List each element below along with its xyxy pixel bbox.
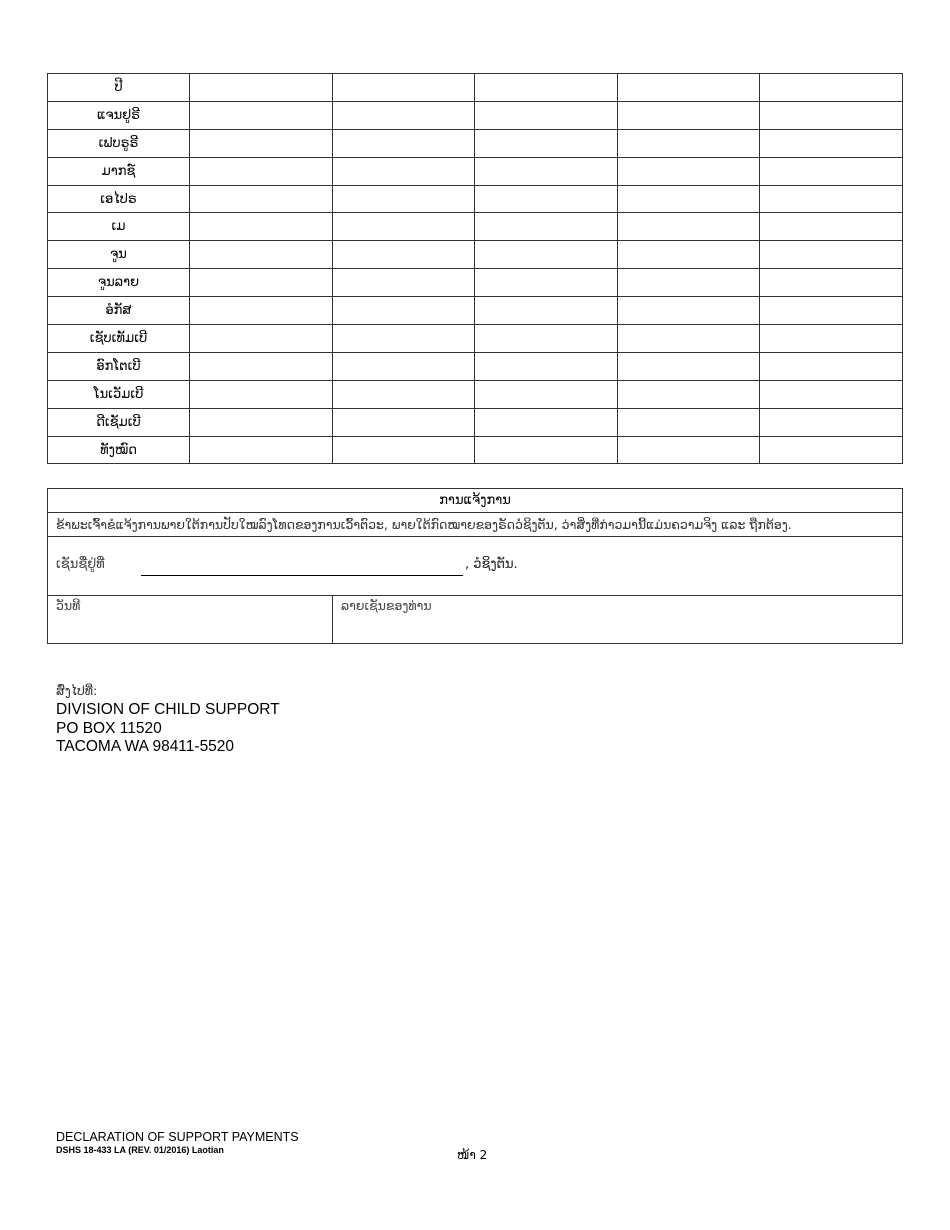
signature-field[interactable] bbox=[333, 596, 902, 643]
entry-cell[interactable] bbox=[760, 436, 903, 464]
entry-cell[interactable] bbox=[332, 297, 475, 325]
entry-cell[interactable] bbox=[190, 213, 333, 241]
row-label: ໂນເວັມເບີ bbox=[48, 380, 190, 408]
row-label: ມາກຊ໌ bbox=[48, 157, 190, 185]
entry-cell[interactable] bbox=[332, 213, 475, 241]
entry-cell[interactable] bbox=[190, 129, 333, 157]
entry-cell[interactable] bbox=[760, 185, 903, 213]
address-line-organization: DIVISION OF CHILD SUPPORT bbox=[56, 701, 280, 718]
entry-cell[interactable] bbox=[475, 297, 618, 325]
date-field[interactable] bbox=[48, 596, 333, 643]
entry-cell[interactable] bbox=[760, 74, 903, 102]
row-label: ອົກໂຕເບີ bbox=[48, 352, 190, 380]
entry-cell[interactable] bbox=[332, 129, 475, 157]
signed-at-field[interactable] bbox=[141, 575, 463, 576]
entry-cell[interactable] bbox=[475, 213, 618, 241]
entry-cell[interactable] bbox=[760, 213, 903, 241]
declaration-title: ການແຈ້ງການ bbox=[48, 489, 902, 513]
form-footer bbox=[56, 1130, 299, 1155]
declaration-box bbox=[47, 488, 903, 644]
entry-cell[interactable] bbox=[332, 241, 475, 269]
form-number: DSHS 18-433 LA (REV. 01/2016) Laotian bbox=[56, 1145, 224, 1155]
declaration-statement: ຂ້າພະເຈົ້າຂໍແຈ້ງການພາຍໃຕ້ການປັບໃໝລົງໂທດຂອງການເວົ້າຕົວະ, ພາຍໃຕ້ກົດໝາຍຂອງຣັດວໍຊິງຕັນ, ວ່າສິ່ງທີ່ກ່າວມານີ້ແມ່ນຄວາມຈິງ ແລະ ຖືກຕ້ອງ. bbox=[48, 513, 902, 537]
row-label: ດີເຊັມເບີ bbox=[48, 408, 190, 436]
entry-cell[interactable] bbox=[760, 129, 903, 157]
entry-cell[interactable] bbox=[617, 297, 760, 325]
entry-cell[interactable] bbox=[760, 241, 903, 269]
entry-cell[interactable] bbox=[190, 436, 333, 464]
payment-table bbox=[47, 73, 903, 464]
entry-cell[interactable] bbox=[475, 325, 618, 353]
row-label: ອໍກັສ bbox=[48, 297, 190, 325]
entry-cell[interactable] bbox=[617, 129, 760, 157]
entry-cell[interactable] bbox=[190, 157, 333, 185]
entry-cell[interactable] bbox=[475, 241, 618, 269]
row-label: ຈູນລາຍ bbox=[48, 269, 190, 297]
address-line-po-box: PO BOX 11520 bbox=[56, 719, 162, 737]
entry-cell[interactable] bbox=[617, 213, 760, 241]
page-number: ໜ້າ 2 bbox=[457, 1148, 488, 1162]
entry-cell[interactable] bbox=[760, 101, 903, 129]
entry-cell[interactable] bbox=[190, 380, 333, 408]
signed-at-suffix: , ວໍຊິງຕັນ. bbox=[465, 557, 518, 572]
entry-cell[interactable] bbox=[190, 185, 333, 213]
row-label: ເຟບຣູຣີ bbox=[48, 129, 190, 157]
entry-cell[interactable] bbox=[475, 408, 618, 436]
entry-cell[interactable] bbox=[475, 129, 618, 157]
row-label: ເມ bbox=[48, 213, 190, 241]
signed-at-row bbox=[48, 537, 902, 596]
entry-cell[interactable] bbox=[617, 101, 760, 129]
entry-cell[interactable] bbox=[332, 157, 475, 185]
entry-cell[interactable] bbox=[332, 408, 475, 436]
entry-cell[interactable] bbox=[617, 325, 760, 353]
table-row bbox=[48, 380, 903, 408]
entry-cell[interactable] bbox=[760, 352, 903, 380]
entry-cell[interactable] bbox=[617, 157, 760, 185]
entry-cell[interactable] bbox=[332, 269, 475, 297]
date-signature-row bbox=[48, 596, 902, 643]
signature-label: ລາຍເຊັນຂອງທ່ານ bbox=[341, 598, 432, 613]
entry-cell[interactable] bbox=[332, 380, 475, 408]
entry-cell[interactable] bbox=[332, 436, 475, 464]
entry-cell[interactable] bbox=[475, 436, 618, 464]
row-label: ເອໄປຣ bbox=[48, 185, 190, 213]
entry-cell[interactable] bbox=[332, 185, 475, 213]
form-title: DECLARATION OF SUPPORT PAYMENTS bbox=[56, 1130, 299, 1144]
entry-cell[interactable] bbox=[760, 380, 903, 408]
row-label: ທັງໝົດ bbox=[48, 436, 190, 464]
entry-cell[interactable] bbox=[190, 325, 333, 353]
row-label: ປີ bbox=[48, 74, 190, 102]
entry-cell[interactable] bbox=[617, 408, 760, 436]
entry-cell[interactable] bbox=[190, 269, 333, 297]
entry-cell[interactable] bbox=[617, 241, 760, 269]
table-row bbox=[48, 129, 903, 157]
entry-cell[interactable] bbox=[475, 74, 618, 102]
entry-cell[interactable] bbox=[190, 297, 333, 325]
table-row bbox=[48, 241, 903, 269]
entry-cell[interactable] bbox=[190, 241, 333, 269]
entry-cell[interactable] bbox=[475, 380, 618, 408]
entry-cell[interactable] bbox=[332, 325, 475, 353]
entry-cell[interactable] bbox=[332, 101, 475, 129]
entry-cell[interactable] bbox=[617, 436, 760, 464]
entry-cell[interactable] bbox=[760, 408, 903, 436]
entry-cell[interactable] bbox=[475, 352, 618, 380]
table-row bbox=[48, 213, 903, 241]
table-row bbox=[48, 436, 903, 464]
entry-cell[interactable] bbox=[475, 269, 618, 297]
mailing-address bbox=[56, 683, 280, 757]
table-row bbox=[48, 101, 903, 129]
entry-cell[interactable] bbox=[617, 269, 760, 297]
table-row bbox=[48, 297, 903, 325]
table-row bbox=[48, 157, 903, 185]
entry-cell[interactable] bbox=[475, 185, 618, 213]
entry-cell[interactable] bbox=[617, 380, 760, 408]
entry-cell[interactable] bbox=[475, 157, 618, 185]
entry-cell[interactable] bbox=[475, 101, 618, 129]
send-to-label: ສົ່ງໄປທີ່: bbox=[56, 683, 98, 698]
table-row bbox=[48, 185, 903, 213]
table-row bbox=[48, 352, 903, 380]
entry-cell[interactable] bbox=[190, 352, 333, 380]
table-row bbox=[48, 269, 903, 297]
entry-cell[interactable] bbox=[617, 74, 760, 102]
table-row bbox=[48, 408, 903, 436]
entry-cell[interactable] bbox=[332, 352, 475, 380]
entry-cell[interactable] bbox=[760, 269, 903, 297]
entry-cell[interactable] bbox=[760, 297, 903, 325]
row-label: ຈູນ bbox=[48, 241, 190, 269]
entry-cell[interactable] bbox=[617, 352, 760, 380]
table-row bbox=[48, 325, 903, 353]
entry-cell[interactable] bbox=[190, 101, 333, 129]
entry-cell[interactable] bbox=[190, 408, 333, 436]
row-label: ແຈນຢູຣີ bbox=[48, 101, 190, 129]
entry-cell[interactable] bbox=[617, 185, 760, 213]
entry-cell[interactable] bbox=[760, 325, 903, 353]
table-row bbox=[48, 74, 903, 102]
date-label: ວັນທີ bbox=[56, 598, 81, 613]
entry-cell[interactable] bbox=[760, 157, 903, 185]
entry-cell[interactable] bbox=[190, 74, 333, 102]
row-label: ເຊັບເທັມເບີ bbox=[48, 325, 190, 353]
signed-at-label: ເຊັນຊື່ຢູ່ທີ່ bbox=[56, 557, 105, 572]
entry-cell[interactable] bbox=[332, 74, 475, 102]
address-line-city: TACOMA WA 98411-5520 bbox=[56, 738, 235, 755]
